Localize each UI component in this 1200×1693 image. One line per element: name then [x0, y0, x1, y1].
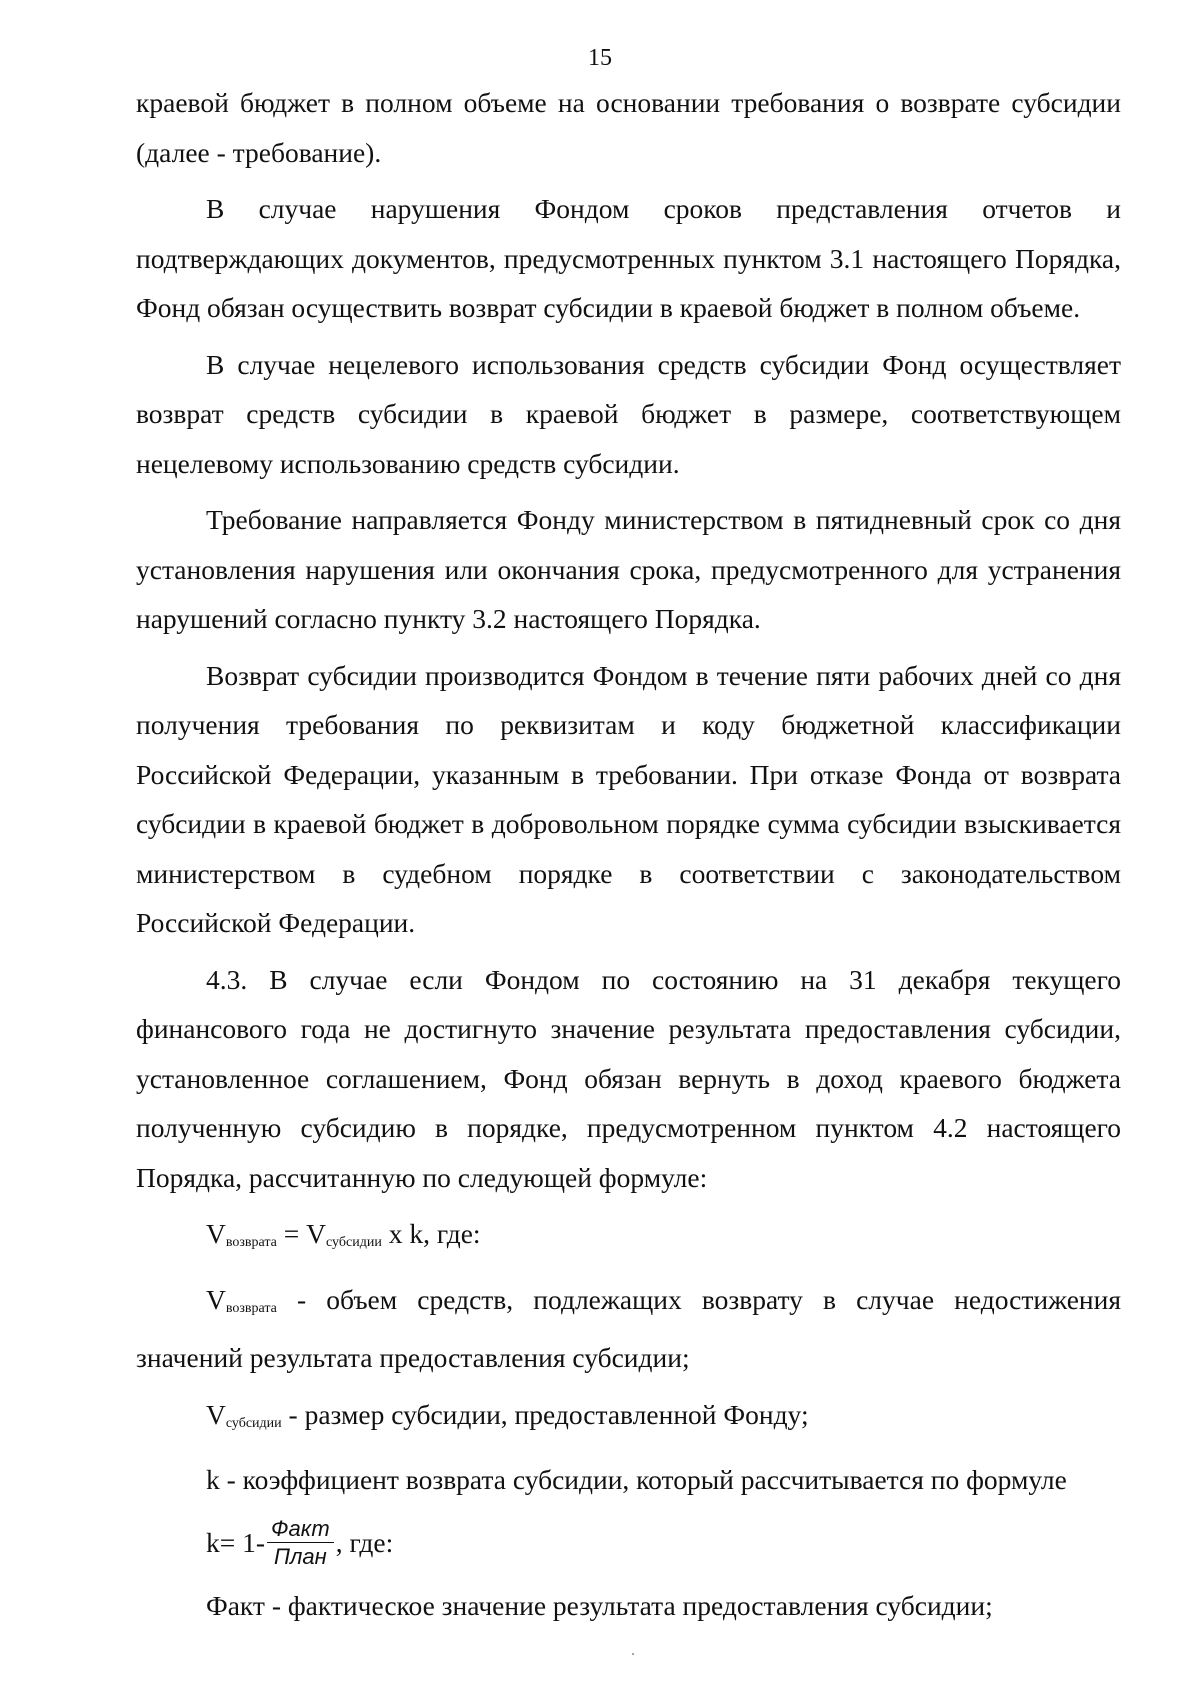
formula-rest: x k, где:: [381, 1218, 481, 1249]
k-formula: [136, 1512, 1121, 1574]
document-body: [136, 78, 1121, 1630]
def-v-subsidy-text: - размер субсидии, предоставленной Фонду;: [281, 1398, 809, 1430]
formula-v: V: [206, 1218, 226, 1249]
paragraph-return-procedure: Возврат субсидии производится Фондом в течение пяти рабочих дней со дня получения требования по реквизитам и коду бюджетной классификации Российской Федерации, указанным в требовании. При отказе Фонда от возврата субсидии в краевой бюджет в добровольном порядке сумма субсидии взыскивается министерством в судебном порядке в соответствии с законодательством Российской Федерации.: [136, 659, 1121, 938]
def-sub-return: возврата: [225, 1300, 277, 1316]
definition-k: k - коэффициент возврата субсидии, который рассчитывается по формуле: [206, 1464, 1067, 1495]
definition-v-return: [136, 1275, 1121, 1383]
scan-speck: [632, 1653, 634, 1655]
k-fraction: [267, 1516, 334, 1569]
paragraph-misuse: В случае нецелевого использования средств субсидии Фонд осуществляет возврат средств субсидии в краевой бюджет в размере, соответствующем нецелевому использованию средств субсидии.: [136, 348, 1121, 479]
paragraph-report-violation: В случае нарушения Фондом сроков представления отчетов и подтверждающих документов, предусмотренных пунктом 3.1 настоящего Порядка, Фонд обязан осуществить возврат субсидии в краевой бюджет в полном объеме.: [136, 193, 1121, 323]
k-formula-suffix: , где:: [335, 1526, 394, 1558]
paragraph-requirement: Требование направляется Фонду министерством в пятидневный срок со дня установления нарушения или окончания срока, предусмотренного для устранения нарушений согласно пункту 3.2 настоящего Порядка.: [136, 504, 1121, 634]
paragraph-continuation: краевой бюджет в полном объеме на основании требования о возврате субсидии (далее - требование).: [136, 87, 1121, 168]
formula-sub-subsidy: субсидии: [326, 1235, 382, 1250]
def-v-return-text: - объем средств, подлежащих возврату в случае недостижения значений результата предоставления субсидии;: [136, 1283, 1121, 1373]
k-formula-prefix: k= 1-: [206, 1526, 266, 1558]
def-sub-subsidy: субсидии: [225, 1415, 282, 1431]
def-v: V: [206, 1283, 226, 1315]
formula-sub-return: возврата: [225, 1235, 277, 1250]
page-number: 15: [588, 45, 612, 71]
formula-v-2: V: [306, 1218, 327, 1249]
formula-equals: =: [276, 1218, 307, 1249]
def-v-2: V: [206, 1398, 226, 1430]
paragraph-section-4-3: 4.3. В случае если Фондом по состоянию на 31 декабря текущего финансового года не достигнуто значение результата предоставления субсидии, установленное соглашением, Фонд обязан вернуть в доход краевого бюджета полученную субсидию в порядке, предусмотренном пунктом 4.2 настоящего Порядка, рассчитанную по следующей формуле:: [136, 963, 1121, 1193]
definition-v-subsidy: [136, 1390, 1121, 1449]
k-fraction-denominator: План: [274, 1543, 327, 1569]
definition-fact: Факт - фактическое значение результата предоставления субсидии;: [206, 1589, 993, 1621]
k-fraction-numerator: Факт: [267, 1516, 334, 1543]
return-formula: [136, 1209, 1121, 1268]
